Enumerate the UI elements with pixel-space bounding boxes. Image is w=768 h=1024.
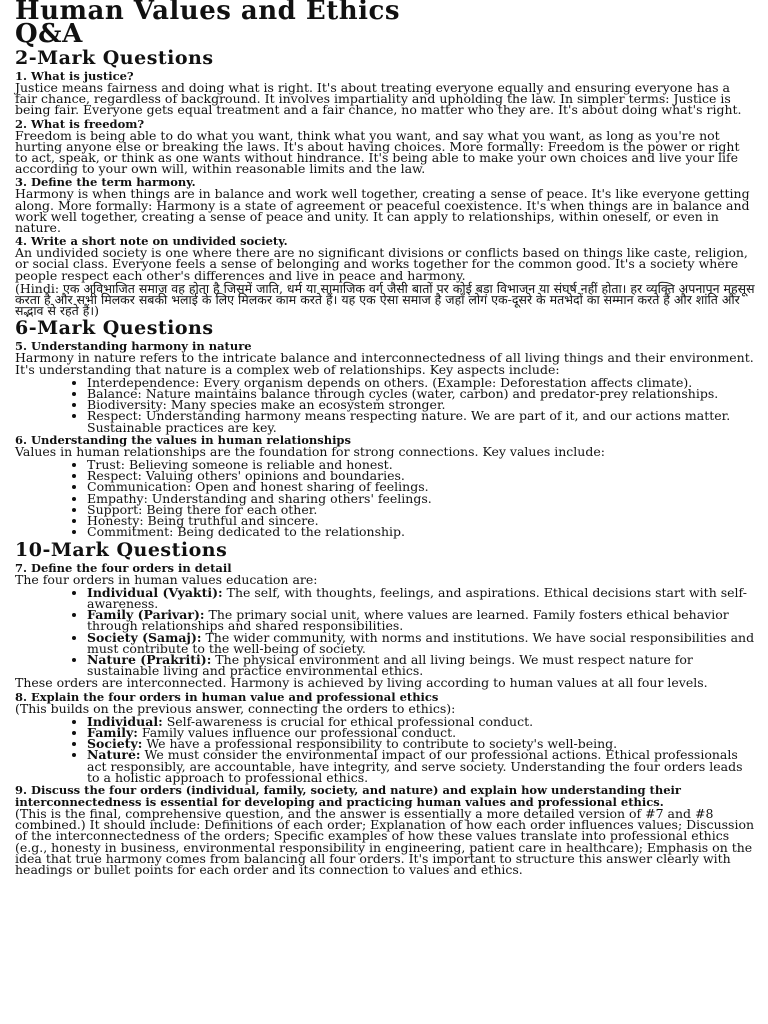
list-item: • Trust: Believing someone is reliable and honest. [87, 459, 755, 470]
term-text: Family values influence our professional conduct. [137, 724, 457, 740]
term-label: Individual: [87, 713, 163, 729]
document-page [15, 0, 755, 875]
question-title: 2. What is freedom? [15, 116, 145, 131]
list-item [87, 629, 755, 656]
list-item [87, 749, 755, 783]
question-5 [15, 339, 755, 435]
term-text: We have a professional responsibility to contribute to society's well-being. [142, 736, 618, 752]
term-label: Society (Samaj): [87, 629, 202, 645]
answer-text: Harmony is when things are in balance and work well together, creating a sense of peace. It's like everyone getting along. More formally: Harmony is a state of agreement or peaceful coexistence. It's when things are in balance and work well together, creating a sense of peace and unity. It can apply to relationships, within oneself, or even in nature. [15, 186, 750, 236]
term-label: Family (Parivar): [87, 607, 205, 623]
answer-text: An undivided society is one where there are no significant divisions or conflicts based on things like caste, religion, or social class. Everyone feels a sense of belonging and works together for the common good. It's a society where people respect each other's differences and live in peace and harmony. [15, 245, 748, 283]
question-2 [15, 118, 755, 175]
list-item [87, 607, 755, 634]
question-4 [15, 234, 755, 319]
section-heading-2-mark: 2-Mark Questions [15, 47, 214, 69]
list-item: • Empathy: Understanding and sharing others' feelings. [87, 493, 755, 504]
term-label: Nature (Prakriti): [87, 651, 212, 667]
term-text: We must consider the environmental impact of our professional actions. Ethical professionals act responsibly, are accountable, have integrity, and serve society. Understanding the four orders leads to a holistic approach to professional ethics. [87, 747, 743, 785]
term-label: Society: [87, 736, 143, 752]
question-title: 4. Write a short note on undivided society. [15, 234, 288, 249]
list-item [87, 651, 755, 679]
question-title: 7. Define the four orders in detail [15, 560, 232, 575]
list-item: • Commitment: Being dedicated to the relationship. [87, 526, 755, 537]
title-line-2: Q&A [15, 19, 83, 49]
answer-text: (This is the final, comprehensive question, and the answer is essentially a more detailed version of #7 and #8 combined.) It should include: Definitions of each order; Explanation of how each order influences values; Discussion of the interconnectedness of the orders; Specific examples of how these values translate into professional ethics (e.g., honesty in business, environmental responsibility in engineering, patient care in healthcare); Emphasis on the idea that true harmony comes from balancing all four orders. It's important to structure this answer clearly with headings or bullet points for each order and its connection to values and ethics. [15, 805, 755, 877]
list-item: • Support: Being there for each other. [87, 504, 755, 515]
term-label: Individual (Vyakti): [87, 584, 223, 600]
list-item: • Balance: Nature maintains balance through cycles (water, carbon) and predator-prey relationships. [87, 388, 755, 399]
answer-hindi-text: (Hindi: एक अविभाजित समाज वह होता है जिसमें जाति, धर्म या सामाजिक वर्ग जैसी बातों पर कोई बड़ा विभाजन या संघर्ष नहीं होता। हर व्यक्ति अपनापन महसूस करता है और सभी मिलकर सबकी भलाई के लिए मिलकर काम करते हैं। यह एक ऐसा समाज है जहाँ लोग एक-दूसरे के मतभेदों का सम्मान करते हैं और शांति और सद्भाव से रहते हैं।) [15, 280, 755, 319]
bullet-list [15, 584, 755, 679]
list-item: • Respect: Valuing others' opinions and boundaries. [87, 470, 755, 481]
list-item: • Biodiversity: Many species make an ecosystem stronger. [87, 399, 755, 410]
question-3 [15, 175, 755, 236]
answer-outro: These orders are interconnected. Harmony is achieved by living according to human values at all four levels. [15, 675, 708, 691]
term-text: Self-awareness is crucial for ethical professional conduct. [162, 713, 534, 729]
answer-intro: Harmony in nature refers to the intricate balance and interconnectedness of all living things and their environment. It's understanding that nature is a complex web of relationships. Key aspects include: [15, 350, 754, 377]
title-line-1: Human Values and Ethics [15, 0, 400, 26]
document-title [15, 0, 755, 49]
section-heading-10-mark: 10-Mark Questions [15, 538, 228, 561]
term-text: The self, with thoughts, feelings, and aspirations. Ethical decisions start with self-awareness. [87, 584, 747, 611]
answer-intro: (This builds on the previous answer, connecting the orders to ethics): [15, 700, 456, 716]
answer-intro: The four orders in human values education are: [15, 571, 318, 587]
question-8 [15, 691, 755, 783]
list-item: • Respect: Understanding harmony means respecting nature. We are part of it, and our actions matter. Sustainable practices are key. [87, 410, 755, 432]
question-title: 5. Understanding harmony in nature [15, 339, 252, 354]
term-text: The primary social unit, where values are learned. Family fosters ethical behavior through relationships and shared responsibilities. [87, 607, 729, 634]
question-title: 3. Define the term harmony. [15, 175, 196, 190]
answer-text: Justice means fairness and doing what is right. It's about treating everyone equally and ensuring everyone has a fair chance, regardless of background. It involves impartiality and upholding the law. In simpler terms: Justice is being fair. Everyone gets equal treatment and a fair chance, no matter who they are. It's about doing what's right. [15, 80, 742, 118]
question-title: 1. What is justice? [15, 69, 134, 83]
term-text: The physical environment and all living beings. We must respect nature for sustainable living and practice environmental ethics. [87, 651, 693, 679]
bullet-list [15, 713, 755, 785]
bullet-list [15, 374, 755, 435]
answer-text: Freedom is being able to do what you want, think what you want, and say what you want, as long as you're not hurting anyone else or breaking the laws. It's about having choices. More formally: Freedom is the power or right to act, speak, or think as one wants without hindrance. It's being able to make your own choices and live your life according to your own will, within reasonable limits and the law. [15, 127, 740, 177]
bullet-list [15, 457, 755, 540]
list-item: • Honesty: Being truthful and sincere. [87, 515, 755, 526]
question-title: 9. Discuss the four orders (individual, family, society, and nature) and explain how understanding their interconnectedness is essential for developing and practicing human values and professional ethics. [15, 782, 681, 809]
list-item: • Communication: Open and honest sharing of feelings. [87, 481, 755, 492]
term-text: The wider community, with norms and institutions. We have social responsibilities and must contribute to the well-being of society. [87, 629, 755, 656]
question-1 [15, 70, 755, 116]
question-9 [15, 784, 755, 875]
section-heading-6-mark: 6-Mark Questions [15, 317, 214, 340]
term-label: Nature: [87, 747, 141, 763]
question-title: 6. Understanding the values in human relationships [15, 432, 351, 447]
term-label: Family: [87, 724, 138, 740]
answer-intro: Values in human relationships are the foundation for strong connections. Key values include: [15, 443, 605, 459]
list-item [87, 584, 755, 611]
list-item: • Interdependence: Every organism depends on others. (Example: Deforestation affects climate). [87, 377, 755, 388]
question-6 [15, 434, 755, 538]
question-title: 8. Explain the four orders in human value and professional ethics [15, 689, 439, 704]
question-7 [15, 562, 755, 689]
